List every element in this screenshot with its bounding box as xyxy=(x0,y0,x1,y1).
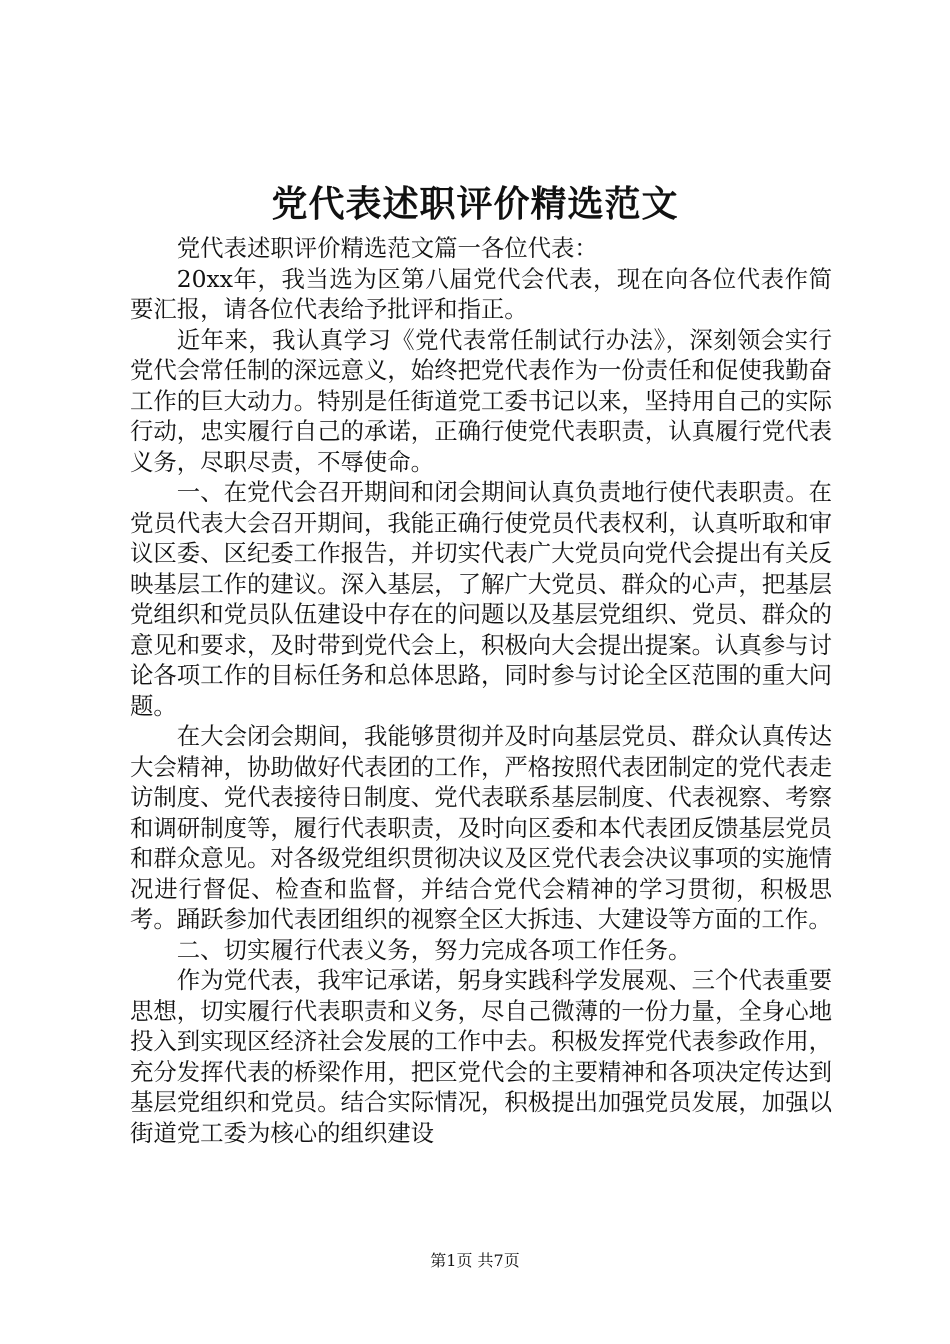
paragraph-recess-period: 在大会闭会期间，我能够贯彻并及时向基层党员、群众认真传达大会精神，协助做好代表团的工作，严格按照代表团制定的党代表走访制度、党代表接待日制度、党代表联系基层制度、代表视察、考察和调研制度等，履行代表职责，及时向区委和本代表团反馈基层党员和群众意见。对各级党组织贯彻决议及区党代表会决议事项的实施情况进行督促、检查和监督，并结合党代会精神的学习贯彻，积极思考。踊跃参加代表团组织的视察全区大拆违、大建设等方面的工作。 xyxy=(130,722,832,933)
paragraph-section-one: 一、在党代会召开期间和闭会期间认真负责地行使代表职责。在党员代表大会召开期间，我能正确行使党员代表权利，认真听取和审议区委、区纪委工作报告，并切实代表广大党员向党代会提出有关反映基层工作的建议。深入基层，了解广大党员、群众的心声，把基层党组织和党员队伍建设中存在的问题以及基层党组织、党员、群众的意见和要求，及时带到党代会上，积极向大会提出提案。认真参与讨论各项工作的目标任务和总体思路，同时参与讨论全区范围的重大问题。 xyxy=(130,478,832,720)
paragraph-section-two: 作为党代表，我牢记承诺，躬身实践科学发展观、三个代表重要思想，切实履行代表职责和义务，尽自己微薄的一份力量，全身心地投入到实现区经济社会发展的工作中去。积极发挥党代表参政作用，充分发挥代表的桥梁作用，把区党代会的主要精神和各项决定传达到基层党组织和党员。结合实际情况，积极提出加强党员发展，加强以街道党工委为核心的组织建设 xyxy=(130,966,832,1147)
document-body xyxy=(130,233,832,1148)
paragraph-intro: 党代表述职评价精选范文篇一各位代表： xyxy=(176,234,598,262)
paragraph-study: 近年来，我认真学习《党代表常任制试行办法》，深刻领会实行党代会常任制的深远意义，始终把党代表作为一份责任和促使我勤奋工作的巨大动力。特别是任街道党工委书记以来，坚持用自己的实际行动，忠实履行自己的承诺，正确行使党代表职责，认真履行党代表义务，尽职尽责，不辱使命。 xyxy=(130,325,832,476)
paragraph-section-two-heading: 二、切实履行代表义务，努力完成各项工作任务。 xyxy=(176,935,692,964)
document-title: 党代表述职评价精选范文 xyxy=(271,183,679,225)
page-number: 第1页 共7页 xyxy=(430,1251,520,1270)
paragraph-report: 20xx年，我当选为区第八届党代会代表，现在向各位代表作简要汇报，请各位代表给予批评和指正。 xyxy=(130,264,832,323)
